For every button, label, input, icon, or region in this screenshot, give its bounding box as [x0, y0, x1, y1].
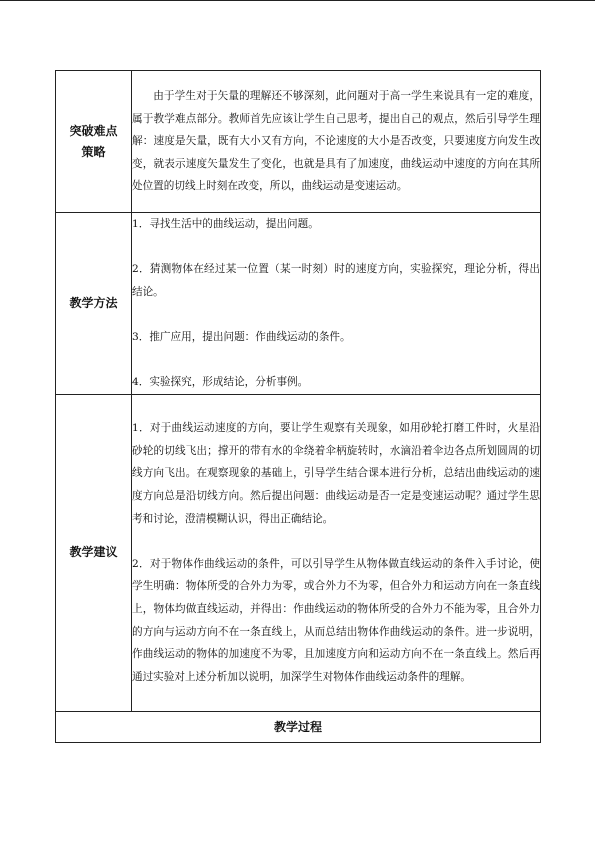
row-label-suggestion: 教学建议	[56, 394, 132, 711]
method-item: 3．推广应用，提出问题：作曲线运动的条件。	[132, 330, 351, 343]
teaching-method-cell	[132, 213, 541, 395]
method-item: 1．寻找生活中的曲线运动，提出问题。	[132, 218, 319, 230]
method-item: 4．实验探究，形成结论，分析事例。	[132, 376, 309, 389]
teaching-process-heading: 教学过程	[56, 711, 541, 742]
paragraph-gap	[132, 303, 540, 326]
paragraph-gap	[132, 530, 540, 553]
difficulty-paragraph: 由于学生对于矢量的理解还不够深刻，此问题对于高一学生来说具有一定的难度，属于教学难点部分。教师首先应该让学生自己思考，提出自己的观点，然后引导学生理解：速度是矢量，既有大小又有方向，不论速度的大小是否改变，只要速度方向发生改变，就表示速度矢量发生了变化，也就是具有了加速度，曲线运动中速度的方向在其所处位置的切线上时刻在改变，所以，曲线运动是变速运动。	[132, 90, 540, 193]
lesson-plan-table	[55, 70, 541, 743]
row-label-method: 教学方法	[56, 213, 132, 395]
page-top-rule	[0, 0, 595, 1]
row-label-line: 策略	[81, 144, 106, 159]
table-row	[56, 213, 541, 395]
difficulty-strategy-cell	[132, 71, 541, 213]
paragraph-gap	[132, 236, 540, 259]
table-row	[56, 71, 541, 213]
row-label-difficulty	[56, 71, 132, 213]
table-row	[56, 711, 541, 742]
table-row	[56, 394, 541, 711]
teaching-suggestion-cell	[132, 394, 541, 711]
row-label-line: 突破难点	[69, 123, 118, 138]
suggestion-item: 2．对于物体作曲线运动的条件，可以引导学生从物体做直线运动的条件入手讨论，使学生明确：物体所受的合外力为零，或合外力不为零，但合外力和运动方向在一条直线上，物体均做直线运动，并得出：作曲线运动的物体所受的合外力不能为零，且合外力的方向与运动方向不在一条直线上，从而总结出物体作曲线运动的条件。进一步说明，作曲线运动的物体的加速度不为零，且加速度方向和运动方向不在一条直线上。然后再通过实验对上述分析加以说明，加深学生对物体作曲线运动条件的理解。	[132, 557, 540, 683]
paragraph-gap	[132, 349, 540, 372]
method-item: 2．猜测物体在经过某一位置（某一时刻）时的速度方向，实验探究，理论分析，得出结论。	[132, 263, 540, 298]
suggestion-item: 1．对于曲线运动速度的方向，要让学生观察有关现象，如用砂轮打磨工件时，火星沿砂轮的切线飞出；撑开的带有水的伞绕着伞柄旋转时，水滴沿着伞边各点所划圆周的切线方向飞出。在观察现象的基础上，引导学生结合课本进行分析，总结出曲线运动的速度方向总是沿切线方向。然后提出问题：曲线运动是否一定是变速运动呢？通过学生思考和讨论，澄清模糊认识，得出正确结论。	[132, 422, 540, 525]
